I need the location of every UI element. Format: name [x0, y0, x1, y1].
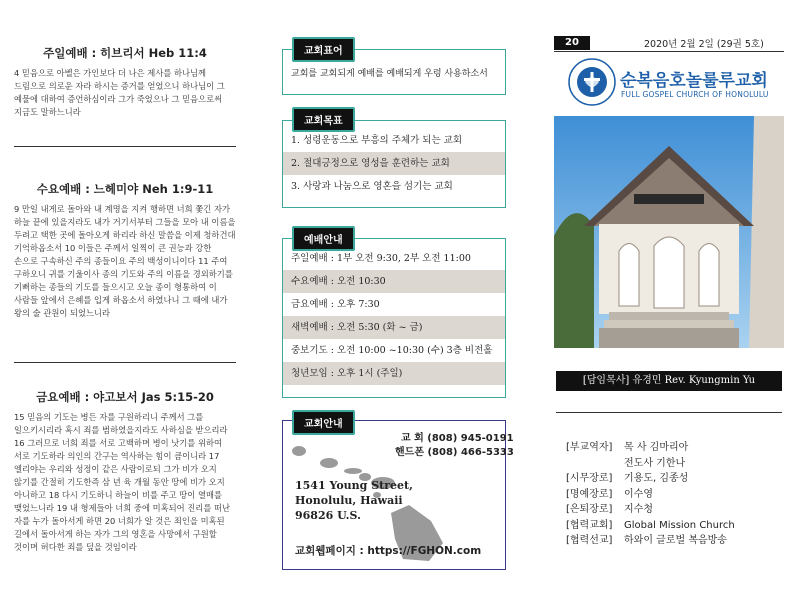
goal-item: 1. 성령운동으로 부흥의 주체가 되는 교회 — [291, 135, 462, 146]
staff-name: Global Mission Church — [624, 519, 735, 531]
staff-role: [부교역자] — [566, 442, 613, 453]
staff-row — [566, 456, 735, 472]
goal-item: 3. 사랑과 나눔으로 영혼을 섬기는 교회 — [291, 181, 453, 192]
sermon-text: 15 믿음의 기도는 병든 자를 구원하리니 주께서 그를 일으키시리라 혹시 죄를 범하였을지라도 사하심을 받으리라 16 그러므로 너희 죄를 서로 고백하며 병이 낫기를 위하여 서로 기도하라 의인의 간구는 역사하는 힘이 큼이니라 17 엘리야는 우리와 성정이 같은 사람이로되 그가 비가 오지 않기를 간절히 기도한즉 삼 년 육 개월 동안 땅에 비가 오지 아니하고 18 다시 기도하니 하늘이 비를 주고 땅이 열매를 맺었느니라 19 내 형제들아 너희 중에 미혹되어 진리를 떠난 자를 누가 돌아서게 하면 20 너희가 알 것은 죄인을 미혹된 길에서 돌아서게 하는 자가 그의 영혼을 사망에서 구원할 것이며 허다한 죄를 덮을 것임이라 — [14, 412, 230, 552]
address-line: 1541 Young Street, — [295, 479, 413, 492]
divider — [14, 146, 236, 147]
senior-pastor: [담임목사] 유경민 Rev. Kyungmin Yu — [556, 371, 782, 391]
staff-row — [566, 533, 735, 549]
goals-box — [282, 120, 506, 208]
sermon-title: 수요예배 : 느헤미야 Neh 1:9-11 — [36, 182, 214, 196]
divider — [554, 51, 784, 52]
sermon-column — [0, 0, 250, 612]
worship-item: 수요예배 : 오전 10:30 — [283, 270, 505, 293]
address-line: 96826 U.S. — [295, 509, 361, 522]
worship-item: 중보기도 : 오전 10:00 ~10:30 (수) 3층 비전홀 — [291, 345, 493, 356]
sermon-friday — [14, 389, 236, 554]
worship-item: 청년모임 : 오후 1시 (주일) — [283, 362, 505, 385]
address-line: Honolulu, Hawaii — [295, 494, 403, 507]
page-number: 20 — [554, 36, 590, 50]
motto-tab: 교회표어 — [292, 37, 355, 62]
staff-name: 하와이 글로벌 복음방송 — [624, 535, 727, 546]
sermon-text: 4 믿음으로 아벨은 가인보다 더 나은 제사를 하나님께 드림으로 의로운 자라 하시는 증거를 얻었으니 하나님이 그 예물에 대하여 증언하심이라 그가 죽었으나 그 믿음으로써 지금도 말하느니라 — [14, 68, 225, 117]
staff-row — [566, 440, 735, 456]
goal-item: 2. 절대긍정으로 영성을 훈련하는 교회 — [283, 152, 505, 175]
staff-name: 이수영 — [624, 488, 653, 500]
divider — [556, 412, 782, 413]
sermon-title: 금요예배 : 야고보서 Jas 5:15-20 — [36, 390, 214, 404]
sermon-title: 주일예배 : 히브리서 Heb 11:4 — [43, 46, 207, 60]
staff-name: 목 사 김마리아 — [624, 442, 689, 453]
staff-role: [협력교회] — [566, 519, 613, 531]
contact-box — [282, 420, 514, 570]
worship-item: 주일예배 : 1부 오전 9:30, 2부 오전 11:00 — [291, 253, 471, 264]
church-building-photo — [554, 116, 784, 348]
sermon-wednesday — [14, 181, 236, 320]
worship-tab: 예배안내 — [292, 226, 355, 251]
staff-list — [566, 440, 735, 549]
issue-date: 2020년 2월 2일 (29권 5호) — [644, 39, 764, 50]
staff-row — [566, 487, 735, 503]
church-name: 순복음호놀룰루교회 — [620, 71, 768, 91]
worship-item: 새벽예배 : 오전 5:30 (화 ~ 금) — [283, 316, 505, 339]
contact-tab: 교회안내 — [292, 410, 355, 435]
goals-tab: 교회목표 — [292, 107, 355, 132]
staff-name: 전도사 기한나 — [624, 457, 686, 469]
staff-name: 지수청 — [624, 504, 653, 515]
mobile-phone: 핸드폰 (808) 466-5333 — [395, 447, 514, 458]
church-logo-icon — [568, 58, 616, 106]
address — [295, 478, 413, 523]
sermon-sunday — [14, 45, 236, 119]
worship-box — [282, 238, 506, 398]
sermon-text: 9 만일 내게로 돌아와 내 계명을 지켜 행하면 너희 쫓긴 자가 하늘 끝에 있을지라도 내가 거기서부터 그들을 모아 내 이름을 두려고 택한 곳에 돌아오게 하리라 하신 말씀을 이제 청하건대 기억하옵소서 10 이들은 주께서 일찍이 큰 권능과 강한 손으로 구속하신 주의 종들이요 주의 백성이니이다 11 주여 구하오니 귀를 기울이사 종의 기도와 주의 이름을 경외하기를 기뻐하는 종들의 기도를 들으시고 오늘 종이 형통하여 이 사람들 앞에서 은혜를 입게 하옵소서 하였나니 그 때에 내가 왕의 술 관원이 되었느니라 — [14, 204, 236, 318]
church-name-en: FULL GOSPEL CHURCH OF HONOLULU — [621, 90, 769, 99]
staff-row — [566, 502, 735, 518]
info-column — [262, 0, 524, 612]
staff-name: 기용도, 김종성 — [624, 473, 689, 484]
staff-role: [협력선교] — [566, 535, 613, 546]
church-phone: 교 회 (808) 945-0191 — [401, 433, 514, 444]
staff-role: [은퇴장로] — [566, 504, 613, 515]
motto-text: 교회를 교회되게 예배를 예배되게 우렁 사용하소서 — [291, 69, 488, 79]
worship-item: 금요예배 : 오후 7:30 — [291, 299, 380, 310]
staff-row — [566, 471, 735, 487]
divider — [14, 362, 236, 363]
staff-role: [명예장로] — [566, 488, 613, 500]
website-link[interactable]: 교회웹페이지 : https://FGHON.com — [295, 545, 482, 557]
cover-column — [548, 0, 792, 612]
staff-row — [566, 518, 735, 534]
staff-role: [시무장로] — [566, 473, 613, 484]
